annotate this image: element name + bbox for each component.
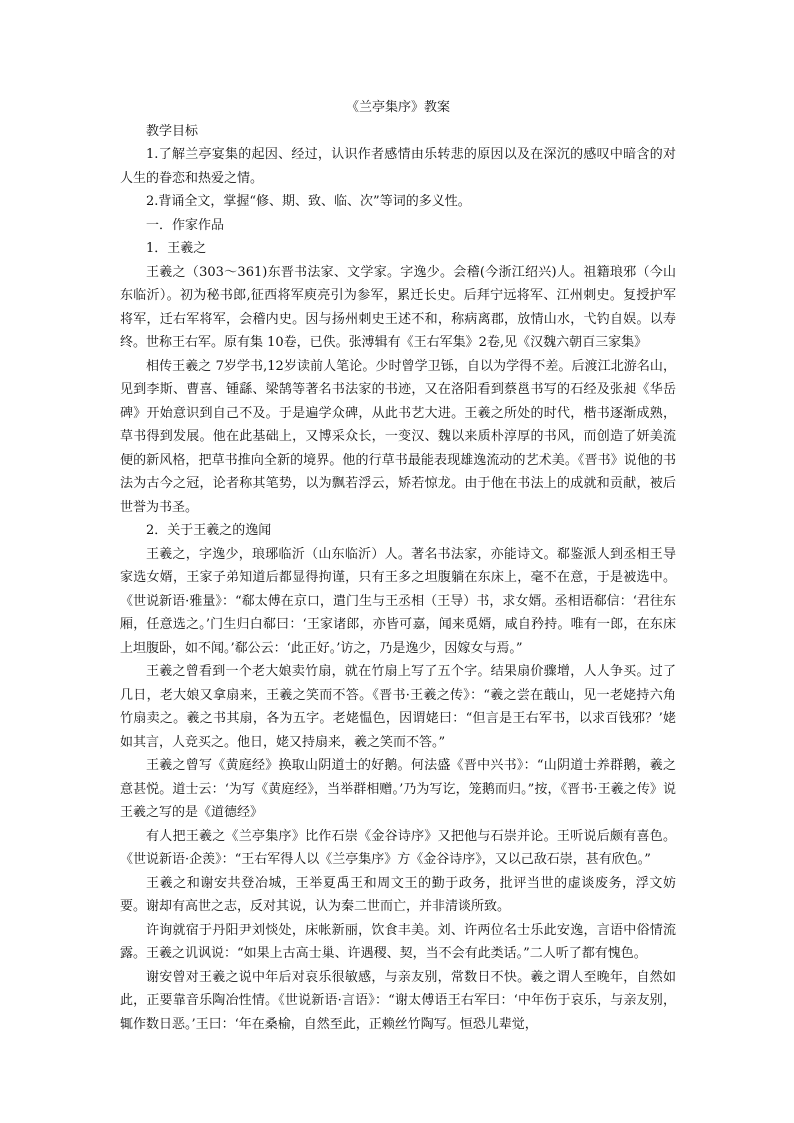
objective-item: 2.背诵全文，掌握“修、期、致、临、次”等词的多义性。 [146,194,471,209]
section-heading: 一．作家作品 [146,217,225,233]
body-paragraph: 王羲之曾看到一个老大娘卖竹扇，就在竹扇上写了五个字。结果扇价骤增，人人争买。过了几日，老大娘又拿扇来，王羲之笑而不答。《晋书·王羲之传》：“羲之尝在蕺山，见一老姥持六角竹扇卖之。羲之书其扇，各为五字。老姥愠色，因谓姥曰：“但言是王右军书，以求百钱邪？’姥如其言，人竞买之。他日，姥又持扇来，羲之笑而不答。” [120,664,676,750]
document-page [120,96,676,1036]
objective-item: 1.了解兰亭宴集的起因、经过，认识作者感情由乐转悲的原因以及在深沉的感叹中暗含的对人生的眷恋和热爱之情。 [120,147,676,186]
section-heading: 教学目标 [146,123,199,139]
body-paragraph: 许询就宿于丹阳尹刘惔处，床帐新丽，饮食丰美。刘、许两位名士乐此安逸，言语中俗情流露。王羲之讥讽说：“如果上古高士巢、许遇稷、契，当不会有此类话。”二人听了都有愧色。 [120,922,676,961]
body-paragraph: 王羲之和谢安共登冶城，王举夏禹王和周文王的勤于政务，批评当世的虚谈废务，浮文妨要。谢却有高世之志，反对其说，认为秦二世而亡，并非清谈所致。 [120,875,676,914]
subsection-heading: 1．王羲之 [146,241,207,256]
body-paragraph: 王羲之（303～361)东晋书法家、文学家。字逸少。会稽(今浙江绍兴)人。祖籍琅邪（今山东临沂）。初为秘书郎,征西将军庾亮引为参军，累迁长史。后拜宁远将军、江州刺史。复授护军将军，迁右军将军，会稽内史。因与扬州刺史王述不和，称病离郡，放情山水，弋钓自娱。以寿终。世称王右军。原有集 10卷，已佚。张溥辑有《王右军集》2卷,见《汉魏六朝百三家集》 [120,264,676,350]
body-paragraph: 相传王羲之 7岁学书,12岁读前人笔论。少时曾学卫铄，自以为学得不差。后渡江北游名山，见到李斯、曹喜、锺繇、梁鹄等著名书法家的书迹，又在洛阳看到蔡邕书写的石经及张昶《华岳碑》开始意识到自己不及。于是遍学众碑，从此书艺大进。王羲之所处的时代，楷书逐渐成熟，草书得到发展。他在此基础上，又博采众长，一变汉、魏以来质朴淳厚的书风，而创造了妍美流便的新风格，把草书推向全新的境界。他的行草书最能表现雄逸流动的艺术美。《晋书》说他的书法为古今之冠，论者称其笔势，以为飘若浮云，矫若惊龙。由于他在书法上的成就和贡献，被后世誉为书圣。 [120,358,676,515]
document-title: 《兰亭集序》教案 [345,100,450,115]
body-paragraph: 王羲之，字逸少，琅琊临沂（山东临沂）人。著名书法家，亦能诗文。郗鉴派人到丞相王导家选女婿，王家子弟知道后都显得拘谨，只有王多之坦腹躺在东床上，毫不在意，于是被选中。《世说新语·雅量》：“郗太傅在京口，遣门生与王丞相（王导）书，求女婿。丞相语郗信：‘君往东厢，任意选之。’门生归白郗曰：‘王家诸郎，亦皆可嘉，闻来觅婿，咸自矜持。唯有一郎，在东床上坦腹卧，如不闻。’郗公云：‘此正好。’访之，乃是逸少，因嫁女与焉。” [120,546,676,656]
subsection-heading: 2．关于王羲之的逸闻 [146,523,272,538]
body-paragraph: 有人把王羲之《兰亭集序》比作石崇《金谷诗序》又把他与石崇并论。王听说后颇有喜色。《世说新语·企羡》：“王右军得人以《兰亭集序》方《金谷诗序》，又以己敌石崇，甚有欣色。” [120,828,676,867]
body-paragraph: 王羲之曾写《黄庭经》换取山阴道士的好鹅。何法盛《晋中兴书》：“山阴道士养群鹅，羲之意甚悦。道士云：‘为写《黄庭经》，当举群相赠。’乃为写讫，笼鹅而归。”按，《晋书·王羲之传》说王羲之写的是《道德经》 [120,758,676,820]
body-paragraph: 谢安曾对王羲之说中年后对哀乐很敏感，与亲友别，常数日不快。羲之谓人至晚年，自然如此，正要靠音乐陶冶性情。《世说新语·言语》：“谢太傅语王右军曰：‘中年伤于哀乐，与亲友别，辄作数日恶。’王曰：‘年在桑榆，自然至此，正赖丝竹陶写。恒恐儿辈觉， [120,969,676,1032]
